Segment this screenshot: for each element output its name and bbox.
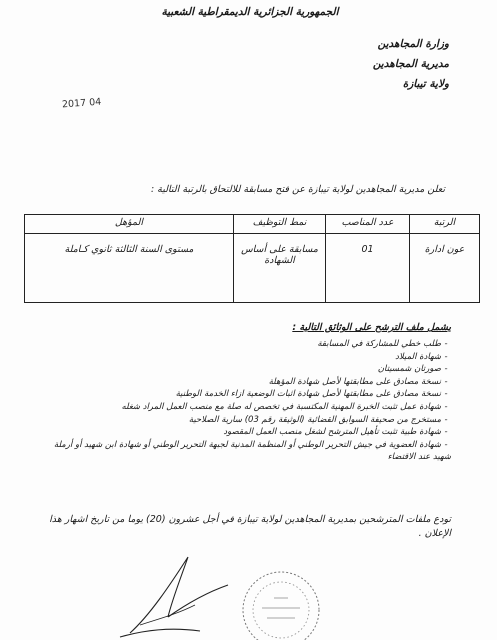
list-item: -مستخرج من صحيفة السوابق القضائية (الوثيقة رقم 03) سارية الصلاحية xyxy=(188,414,448,425)
list-item: -طلب خطي للمشاركة في المسابقة xyxy=(317,339,448,349)
republic-title: الجمهورية الجزائرية الديمقراطية الشعبية xyxy=(161,6,339,18)
table-header-row xyxy=(25,215,480,234)
document-text: شهادة الميلاد xyxy=(395,351,441,362)
document-text: شهادة العضوية في جيش التحرير الوطني أو المنظمة المدنية لجبهة التحرير الوطني أو شهادة ابن شهيد أو أرملة شهيد عند الاقتضاء xyxy=(53,439,451,463)
document-text: صورتان شمسيتان xyxy=(377,364,441,375)
document-text: نسخة مصادق على مطابقتها لأصل شهادة اثبات الوضعية ازاء الخدمة الوطنية xyxy=(175,389,441,400)
document-text: طلب خطي للمشاركة في المسابقة xyxy=(317,339,441,349)
list-item: -شهادة طبية تثبت تأهيل المترشح لشغل منصب العمل المقصود xyxy=(223,427,448,438)
document-text: شهادة عمل تثبت الخبرة المهنية المكتسبة في تخصص له صلة مع منصب العمل المراد شغله xyxy=(121,401,441,412)
cell-recruitment-mode: مسابقة على أساس الشهادة xyxy=(234,234,326,303)
cell-positions-count: 01 xyxy=(326,234,410,303)
document-text: نسخة مصادق على مطابقتها لأصل شهادة المؤهلة xyxy=(268,376,441,387)
signature-scribble xyxy=(110,545,240,640)
header-positions-count: عدد المناصب xyxy=(326,215,410,234)
header-rank: الرتبة xyxy=(410,215,480,234)
list-item: -نسخة مصادق على مطابقتها لأصل شهادة المؤهلة xyxy=(268,376,448,387)
submission-note: تودع ملفات المترشحين بمديرية المجاهدين لولاية تيبازة في أجل عشرون (20) يوما من تاريخ اشهار هذا الإعلان . xyxy=(49,514,451,539)
header-recruitment-mode: نمط التوظيف xyxy=(234,215,326,234)
list-item: -صورتان شمسيتان xyxy=(377,364,448,375)
cell-rank: عون ادارة xyxy=(410,234,480,303)
table-row xyxy=(25,234,480,303)
directorate-name: مديرية المجاهدين xyxy=(372,58,449,70)
official-seal xyxy=(222,560,340,640)
announcement-intro: تعلن مديرية المجاهدين لولاية تيبازة عن فتح مسابقة للالتحاق بالرتبة التالية : xyxy=(150,184,445,195)
documents-title: يشمل ملف الترشح على الوثائق التالية : xyxy=(292,322,451,333)
positions-table xyxy=(24,214,480,303)
list-item: -شهادة الميلاد xyxy=(395,351,448,362)
document-text: مستخرج من صحيفة السوابق القضائية (الوثيقة رقم 03) سارية الصلاحية xyxy=(188,414,441,425)
list-item: -شهادة العضوية في جيش التحرير الوطني أو المنظمة المدنية لجبهة التحرير الوطني أو شهادة ابن شهيد أو أرملة شهيد عند الاقتضاء xyxy=(53,439,451,463)
header-qualification: المؤهل xyxy=(25,215,234,234)
documents-list xyxy=(41,338,451,464)
date-stamp: 2017 04 xyxy=(61,96,102,111)
list-item: -نسخة مصادق على مطابقتها لأصل شهادة اثبات الوضعية ازاء الخدمة الوطنية xyxy=(175,389,448,400)
list-item: -شهادة عمل تثبت الخبرة المهنية المكتسبة في تخصص له صلة مع منصب العمل المراد شغله xyxy=(121,401,448,412)
ministry-name: وزارة المجاهدين xyxy=(377,38,449,50)
wilaya-name: ولاية تيبازة xyxy=(402,78,449,90)
cell-qualification: مستوى السنة الثالثة ثانوي كـاملة xyxy=(25,234,234,303)
document-text: شهادة طبية تثبت تأهيل المترشح لشغل منصب العمل المقصود xyxy=(223,427,441,438)
